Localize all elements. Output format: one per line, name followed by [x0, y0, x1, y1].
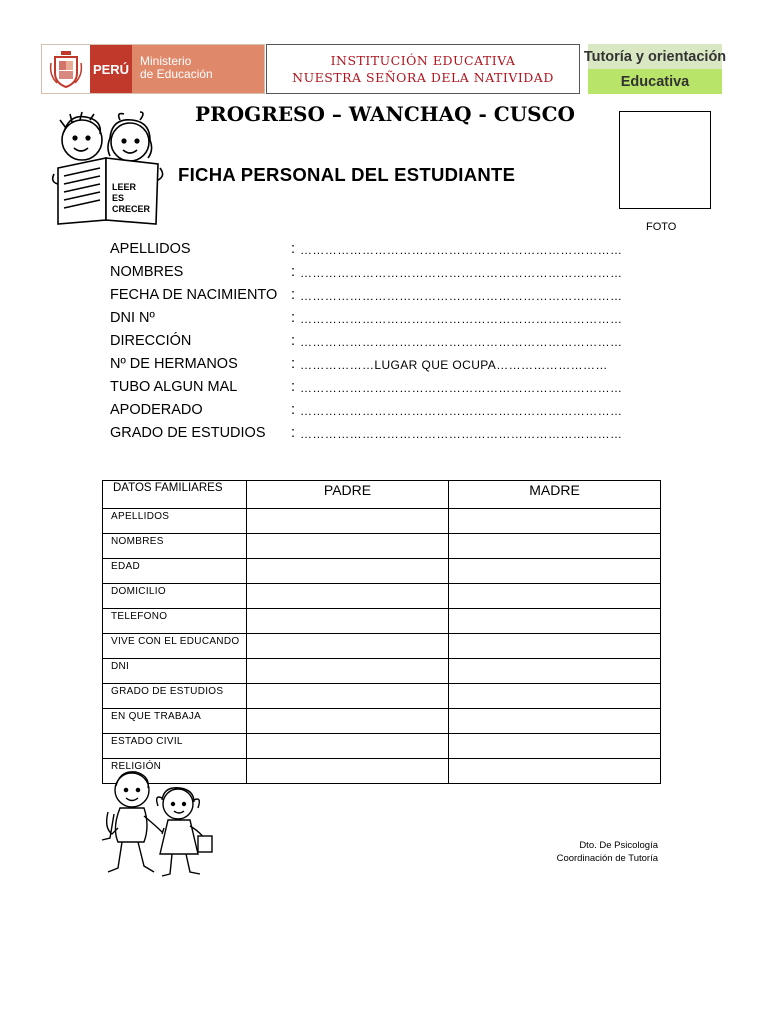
padre-cell[interactable] [247, 509, 449, 534]
row-label: DOMICILIO [103, 584, 247, 609]
table-row [103, 734, 661, 759]
padre-cell[interactable] [247, 759, 449, 784]
row-label: TELEFONO [103, 609, 247, 634]
row-label: EDAD [103, 559, 247, 584]
table-row [103, 659, 661, 684]
tutoria-logo [583, 44, 727, 94]
header-datos-familiares: DATOS FAMILIARES [103, 481, 247, 509]
institution-line-1: INSTITUCIÓN EDUCATIVA [330, 53, 516, 68]
field-colon: : [291, 425, 296, 441]
field-colon: : [291, 379, 296, 395]
ministry-line-1: Ministerio [140, 54, 192, 68]
field-dni[interactable] [110, 310, 670, 332]
kids-reading-illustration [50, 108, 168, 226]
table-row [103, 609, 661, 634]
field-fecha-nacimiento[interactable] [110, 287, 670, 309]
madre-cell[interactable] [449, 759, 661, 784]
padre-cell[interactable] [247, 534, 449, 559]
field-label: GRADO DE ESTUDIOS [110, 425, 266, 441]
field-blank[interactable]: …………………………………………………………………… [300, 381, 623, 395]
form-title: FICHA PERSONAL DEL ESTUDIANTE [178, 164, 516, 185]
field-blank[interactable]: …………………………………………………………………… [300, 312, 623, 326]
field-label: TUBO ALGUN MAL [110, 379, 238, 395]
book-text-1: LEER [112, 182, 137, 192]
padre-cell[interactable] [247, 709, 449, 734]
field-tubo-algun-mal[interactable] [110, 379, 670, 401]
family-data-table [102, 480, 661, 784]
country-label: PERÚ [90, 45, 132, 93]
field-blank[interactable]: …………………………………………………………………… [300, 427, 623, 441]
row-label: APELLIDOS [103, 509, 247, 534]
row-label: RELIGIÓN [103, 759, 247, 784]
field-label: APELLIDOS [110, 241, 191, 257]
field-label: DNI Nº [110, 310, 155, 326]
field-colon: : [291, 241, 296, 257]
padre-cell[interactable] [247, 659, 449, 684]
field-label: NOMBRES [110, 264, 184, 280]
field-blank[interactable]: …………………………………………………………………… [300, 289, 623, 303]
padre-cell[interactable] [247, 734, 449, 759]
table-row [103, 634, 661, 659]
padre-cell[interactable] [247, 559, 449, 584]
field-colon: : [291, 333, 296, 349]
table-row [103, 684, 661, 709]
ministry-name [132, 45, 264, 93]
ministry-logo-banner [41, 44, 265, 94]
field-apoderado[interactable] [110, 402, 670, 424]
row-label: NOMBRES [103, 534, 247, 559]
table-row [103, 709, 661, 734]
row-label: DNI [103, 659, 247, 684]
field-blank[interactable]: …………………………………………………………………… [300, 243, 623, 257]
footer-line-2: Coordinación de Tutoría [556, 853, 658, 864]
field-nombres[interactable] [110, 264, 670, 286]
madre-cell[interactable] [449, 684, 661, 709]
field-blank[interactable]: …………………………………………………………………… [300, 404, 623, 418]
row-label: ESTADO CIVIL [103, 734, 247, 759]
madre-cell[interactable] [449, 534, 661, 559]
padre-cell[interactable] [247, 609, 449, 634]
table-header-row [103, 481, 661, 509]
field-label: FECHA DE NACIMIENTO [110, 287, 278, 303]
table-row [103, 559, 661, 584]
field-label: APODERADO [110, 402, 203, 418]
field-label: DIRECCIÓN [110, 333, 192, 349]
madre-cell[interactable] [449, 709, 661, 734]
field-blank[interactable]: …………………………………………………………………… [300, 266, 623, 280]
madre-cell[interactable] [449, 609, 661, 634]
location-title: PROGRESO – WANCHAQ - CUSCO [195, 102, 575, 126]
field-blank[interactable]: ………………LUGAR QUE OCUPA……………………… [300, 358, 608, 372]
field-colon: : [291, 402, 296, 418]
book-text-3: CRECER [112, 204, 151, 214]
tutoria-line-1: Tutoría y orientación [588, 44, 722, 69]
field-grado-estudios[interactable] [110, 425, 670, 447]
header-madre: MADRE [449, 481, 661, 509]
madre-cell[interactable] [449, 559, 661, 584]
row-label: EN QUE TRABAJA [103, 709, 247, 734]
photo-label: FOTO [646, 221, 677, 233]
table-row [103, 509, 661, 534]
madre-cell[interactable] [449, 734, 661, 759]
field-hermanos[interactable] [110, 356, 670, 378]
field-direccion[interactable] [110, 333, 670, 355]
book-text-2: ES [112, 193, 125, 203]
institution-name-box [266, 44, 580, 94]
madre-cell[interactable] [449, 509, 661, 534]
tutoria-line-2: Educativa [588, 69, 722, 94]
field-label: Nº DE HERMANOS [110, 356, 238, 372]
madre-cell[interactable] [449, 634, 661, 659]
field-colon: : [291, 310, 296, 326]
field-colon: : [291, 287, 296, 303]
institution-line-2: NUESTRA SEÑORA DELA NATIVIDAD [292, 70, 554, 85]
table-row [103, 584, 661, 609]
peru-crest-icon [42, 45, 90, 93]
kids-walking-illustration [100, 768, 216, 884]
photo-box[interactable] [619, 111, 711, 209]
field-colon: : [291, 264, 296, 280]
table-row [103, 534, 661, 559]
footer-signature [520, 839, 658, 865]
field-blank[interactable]: …………………………………………………………………… [300, 335, 623, 349]
row-label: GRADO DE ESTUDIOS [103, 684, 247, 709]
header-padre: PADRE [247, 481, 449, 509]
ministry-line-2: de Educación [140, 67, 213, 81]
padre-cell[interactable] [247, 584, 449, 609]
padre-cell[interactable] [247, 634, 449, 659]
row-label: VIVE CON EL EDUCANDO [103, 634, 247, 659]
madre-cell[interactable] [449, 584, 661, 609]
madre-cell[interactable] [449, 659, 661, 684]
footer-line-1: Dto. De Psicología [579, 840, 658, 851]
padre-cell[interactable] [247, 684, 449, 709]
field-apellidos[interactable] [110, 241, 670, 263]
field-colon: : [291, 356, 296, 372]
